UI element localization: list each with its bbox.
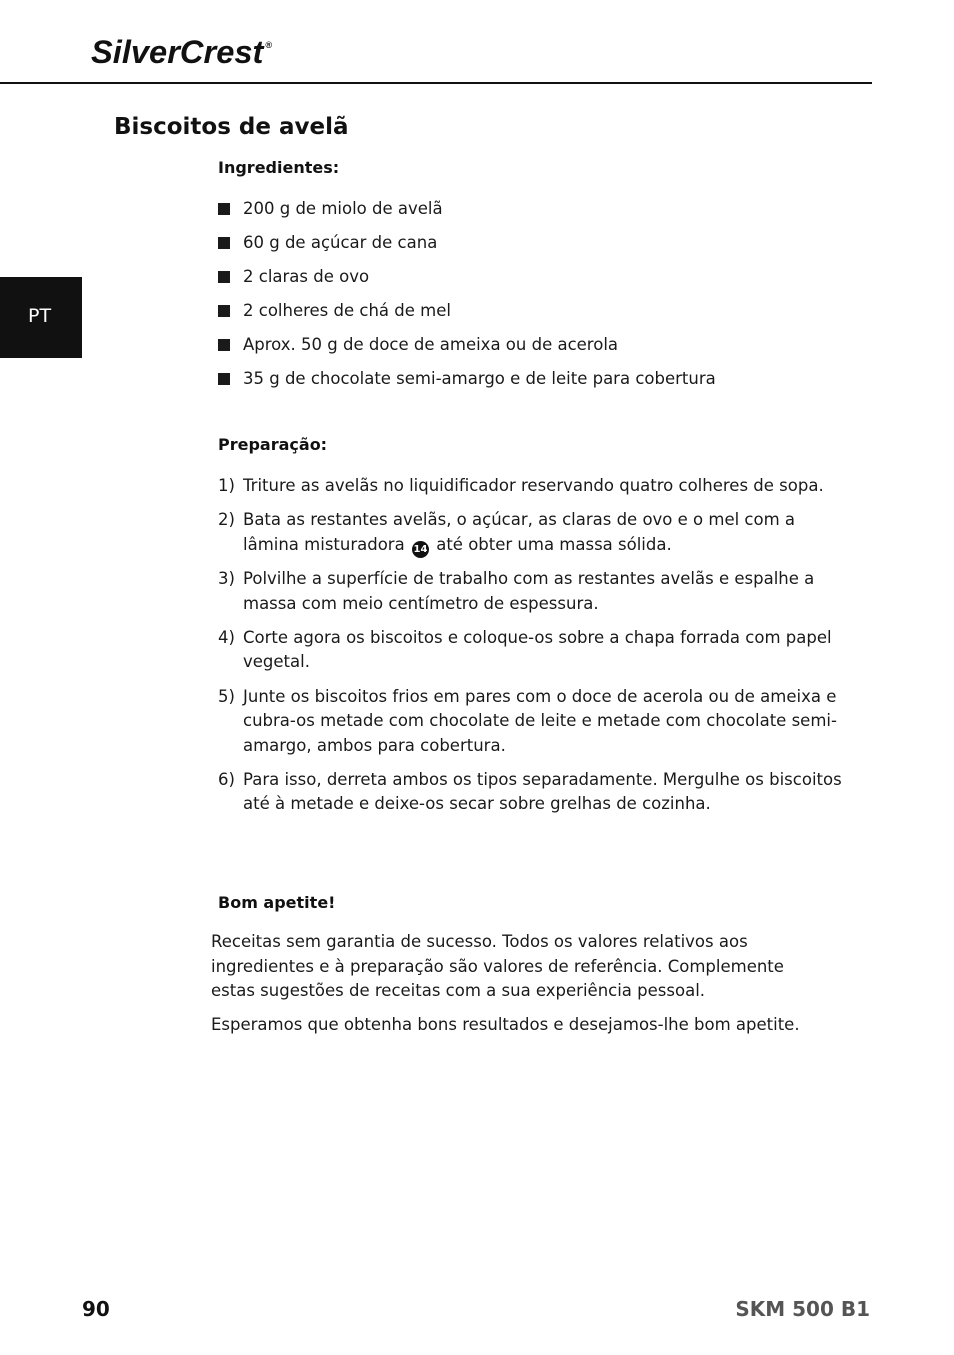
step-text: Polvilhe a superfície de trabalho com as restantes avelãs e espalhe a massa com meio centímetro de espessura.	[243, 569, 815, 613]
step-number: 2)	[218, 510, 235, 530]
step-number: 4)	[218, 627, 235, 647]
wishes-paragraph: Esperamos que obtenha bons resultados e desejamos-lhe bom apetite.	[211, 1015, 800, 1034]
step-number: 3)	[218, 569, 235, 589]
brand-logo	[91, 34, 273, 71]
list-item	[218, 231, 716, 265]
language-tab	[0, 277, 82, 358]
closing-heading: Bom apetite!	[218, 893, 336, 912]
model-name: SKM 500 B1	[735, 1297, 870, 1321]
square-bullet-icon	[218, 339, 230, 351]
part-reference-badge: 14	[412, 541, 429, 558]
square-bullet-icon	[218, 237, 230, 249]
step-item	[218, 768, 848, 817]
square-bullet-icon	[218, 305, 230, 317]
list-item	[218, 367, 716, 401]
step-item	[218, 508, 848, 558]
ingredients-heading: Ingredientes:	[218, 158, 340, 177]
step-item	[218, 626, 848, 675]
page-number: 90	[82, 1297, 110, 1321]
square-bullet-icon	[218, 203, 230, 215]
preparation-steps	[218, 474, 848, 827]
list-item	[218, 197, 716, 231]
step-item	[218, 474, 848, 499]
page-title: Biscoitos de avelã	[114, 114, 349, 140]
step-text: Corte agora os biscoitos e coloque-os sobre a chapa forrada com papel vegetal.	[243, 627, 832, 672]
list-item	[218, 333, 716, 367]
list-item	[218, 265, 716, 299]
step-text: Triture as avelãs no liquidificador reservando quatro colheres de sopa.	[243, 476, 824, 495]
list-item	[218, 299, 716, 333]
square-bullet-icon	[218, 271, 230, 283]
ingredient-text: 35 g de chocolate semi-amargo e de leite para cobertura	[243, 369, 716, 388]
step-item	[218, 685, 848, 759]
step-text: Bata as restantes avelãs, o açúcar, as claras de ovo e o mel com a lâmina misturadora	[243, 510, 796, 554]
disclaimer-paragraph: Receitas sem garantia de sucesso. Todos os valores relativos aos ingredientes e à preparação são valores de referência. Complemente estas sugestões de receitas com a sua experiência pessoal.	[211, 932, 784, 1001]
ingredients-list	[218, 197, 716, 401]
header-rule	[0, 82, 872, 84]
language-tab-label: PT	[28, 305, 52, 327]
step-text-continued: até obter uma massa sólida.	[436, 534, 672, 554]
step-number: 5)	[218, 686, 235, 706]
ingredient-text: Aprox. 50 g de doce de ameixa ou de acerola	[243, 335, 619, 354]
step-number: 1)	[218, 476, 235, 495]
ingredient-text: 2 colheres de chá de mel	[243, 301, 451, 320]
step-number: 6)	[218, 769, 235, 789]
step-text: Para isso, derreta ambos os tipos separadamente. Mergulhe os biscoitos até à metade e deixe-os secar sobre grelhas de cozinha.	[243, 769, 842, 814]
preparation-heading: Preparação:	[218, 435, 328, 454]
brand-name: SilverCrest	[91, 34, 264, 70]
ingredient-text: 60 g de açúcar de cana	[243, 233, 438, 252]
ingredient-text: 2 claras de ovo	[243, 267, 370, 286]
square-bullet-icon	[218, 373, 230, 385]
step-text: Junte os biscoitos frios em pares com o doce de acerola ou de ameixa e cubra-os metade com chocolate de leite e metade com chocolate semi-amargo, ambos para cobertura.	[243, 686, 837, 755]
registered-mark: ®	[265, 40, 273, 50]
step-item	[218, 567, 848, 616]
ingredient-text: 200 g de miolo de avelã	[243, 199, 443, 218]
